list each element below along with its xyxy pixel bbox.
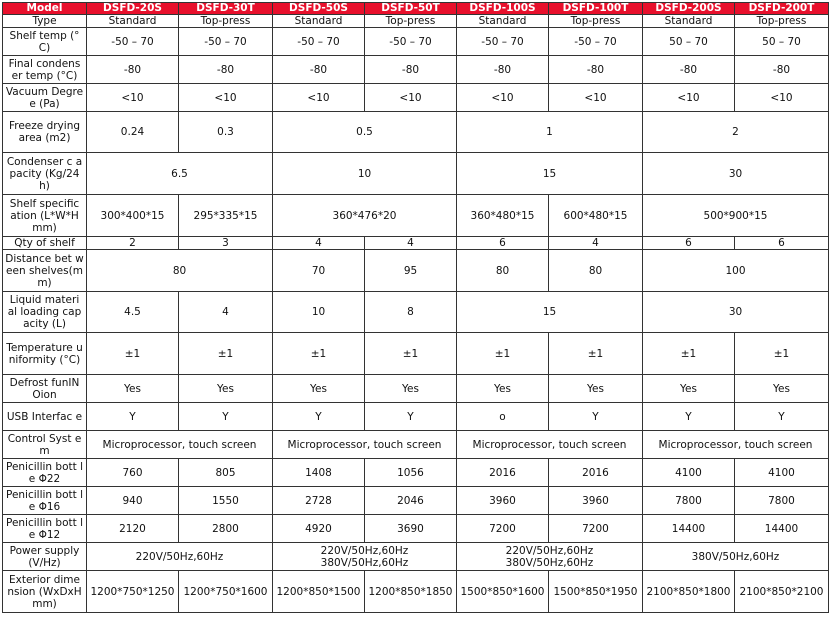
- row-condenser-temp: [3, 56, 829, 84]
- row-label: Penicillin bott le Φ12: [3, 515, 87, 543]
- table-cell: -50 – 70: [179, 28, 273, 56]
- row-control: [3, 431, 829, 459]
- row-label: Qty of shelf: [3, 237, 87, 250]
- table-cell: 1200*850*1500: [273, 571, 365, 613]
- table-cell: 2100*850*1800: [643, 571, 735, 613]
- row-vial22: [3, 459, 829, 487]
- row-label: Final condens er temp (°C): [3, 56, 87, 84]
- header-model: DSFD-100S: [457, 3, 549, 15]
- table-cell: 3960: [457, 487, 549, 515]
- table-cell: 30: [643, 292, 829, 333]
- table-cell: 760: [87, 459, 179, 487]
- table-cell: 0.24: [87, 112, 179, 153]
- table-cell: 2728: [273, 487, 365, 515]
- table-cell: 220V/50Hz,60Hz 380V/50Hz,60Hz: [457, 543, 643, 571]
- table-cell: 3: [179, 237, 273, 250]
- table-cell: -50 – 70: [365, 28, 457, 56]
- row-shelf-spec: [3, 195, 829, 237]
- table-cell: Top-press: [365, 15, 457, 28]
- table-cell: ±1: [735, 333, 829, 375]
- table-cell: 1: [457, 112, 643, 153]
- table-cell: Y: [365, 403, 457, 431]
- table-cell: 10: [273, 153, 457, 195]
- table-cell: Y: [735, 403, 829, 431]
- table-cell: 80: [457, 250, 549, 292]
- table-cell: 1056: [365, 459, 457, 487]
- table-cell: ±1: [643, 333, 735, 375]
- row-dimension: [3, 571, 829, 613]
- table-cell: 220V/50Hz,60Hz: [87, 543, 273, 571]
- table-cell: 500*900*15: [643, 195, 829, 237]
- row-distance: [3, 250, 829, 292]
- table-cell: ±1: [365, 333, 457, 375]
- table-cell: 0.5: [273, 112, 457, 153]
- table-cell: 1200*850*1850: [365, 571, 457, 613]
- table-cell: ±1: [179, 333, 273, 375]
- table-cell: 3690: [365, 515, 457, 543]
- table-cell: -80: [365, 56, 457, 84]
- table-cell: ±1: [457, 333, 549, 375]
- table-cell: Top-press: [549, 15, 643, 28]
- row-label: Penicillin bott le Φ16: [3, 487, 87, 515]
- table-cell: -50 – 70: [273, 28, 365, 56]
- header-model: DSFD-200T: [735, 3, 829, 15]
- table-cell: 7200: [549, 515, 643, 543]
- table-cell: 360*476*20: [273, 195, 457, 237]
- table-cell: Microprocessor, touch screen: [273, 431, 457, 459]
- table-cell: 1500*850*1600: [457, 571, 549, 613]
- table-cell: 295*335*15: [179, 195, 273, 237]
- row-vial16: [3, 487, 829, 515]
- table-cell: 4: [549, 237, 643, 250]
- table-cell: <10: [179, 84, 273, 112]
- table-cell: 15: [457, 292, 643, 333]
- table-cell: Standard: [273, 15, 365, 28]
- table-cell: <10: [87, 84, 179, 112]
- table-cell: 6: [643, 237, 735, 250]
- table-cell: 220V/50Hz,60Hz 380V/50Hz,60Hz: [273, 543, 457, 571]
- table-cell: 70: [273, 250, 365, 292]
- table-cell: Microprocessor, touch screen: [87, 431, 273, 459]
- table-cell: Top-press: [735, 15, 829, 28]
- table-cell: 30: [643, 153, 829, 195]
- row-defrost: [3, 375, 829, 403]
- table-cell: Y: [549, 403, 643, 431]
- row-label: Distance bet ween shelves(mm): [3, 250, 87, 292]
- header-model: DSFD-30T: [179, 3, 273, 15]
- table-cell: -80: [87, 56, 179, 84]
- table-cell: 7200: [457, 515, 549, 543]
- table-cell: Microprocessor, touch screen: [643, 431, 829, 459]
- table-cell: Yes: [549, 375, 643, 403]
- row-label: Defrost funIN Oion: [3, 375, 87, 403]
- table-cell: -80: [735, 56, 829, 84]
- table-cell: -80: [549, 56, 643, 84]
- table-cell: Yes: [87, 375, 179, 403]
- row-shelf-temp: [3, 28, 829, 56]
- table-cell: Yes: [457, 375, 549, 403]
- row-uniformity: [3, 333, 829, 375]
- row-label: Shelf specific ation (L*W*H mm): [3, 195, 87, 237]
- table-cell: 300*400*15: [87, 195, 179, 237]
- table-cell: -50 – 70: [87, 28, 179, 56]
- table-cell: 380V/50Hz,60Hz: [643, 543, 829, 571]
- table-cell: Top-press: [179, 15, 273, 28]
- table-cell: Y: [273, 403, 365, 431]
- row-type: [3, 15, 829, 28]
- row-label: USB Interfac e: [3, 403, 87, 431]
- table-cell: ±1: [273, 333, 365, 375]
- table-cell: <10: [365, 84, 457, 112]
- header-model: DSFD-100T: [549, 3, 643, 15]
- table-cell: 2046: [365, 487, 457, 515]
- table-cell: 14400: [643, 515, 735, 543]
- header-model: DSFD-20S: [87, 3, 179, 15]
- table-cell: 4: [365, 237, 457, 250]
- header-model: DSFD-50S: [273, 3, 365, 15]
- table-cell: 2800: [179, 515, 273, 543]
- table-cell: 7800: [735, 487, 829, 515]
- table-cell: Yes: [643, 375, 735, 403]
- table-cell: Y: [87, 403, 179, 431]
- table-cell: 7800: [643, 487, 735, 515]
- row-label: Power supply (V/Hz): [3, 543, 87, 571]
- table-cell: Microprocessor, touch screen: [457, 431, 643, 459]
- table-cell: Standard: [87, 15, 179, 28]
- table-cell: 1200*750*1600: [179, 571, 273, 613]
- row-label: Vacuum Degree (Pa): [3, 84, 87, 112]
- table-cell: ±1: [87, 333, 179, 375]
- table-cell: Y: [643, 403, 735, 431]
- row-label: Exterior dime nsion (WxDxH mm): [3, 571, 87, 613]
- table-cell: <10: [457, 84, 549, 112]
- table-cell: 95: [365, 250, 457, 292]
- table-cell: 2120: [87, 515, 179, 543]
- table-cell: 4920: [273, 515, 365, 543]
- row-drying-area: [3, 112, 829, 153]
- table-cell: Yes: [273, 375, 365, 403]
- row-condenser-capacity: [3, 153, 829, 195]
- row-label: Shelf temp (°C): [3, 28, 87, 56]
- row-liquid: [3, 292, 829, 333]
- table-cell: <10: [643, 84, 735, 112]
- table-cell: o: [457, 403, 549, 431]
- table-cell: 4: [179, 292, 273, 333]
- table-cell: 8: [365, 292, 457, 333]
- table-cell: -80: [457, 56, 549, 84]
- row-label: Liquid materi al loading capacity (L): [3, 292, 87, 333]
- table-cell: 805: [179, 459, 273, 487]
- table-cell: 360*480*15: [457, 195, 549, 237]
- row-power: [3, 543, 829, 571]
- table-cell: 14400: [735, 515, 829, 543]
- table-cell: Yes: [179, 375, 273, 403]
- table-cell: -50 – 70: [549, 28, 643, 56]
- table-cell: 940: [87, 487, 179, 515]
- table-cell: 2: [643, 112, 829, 153]
- table-cell: <10: [549, 84, 643, 112]
- table-cell: 1500*850*1950: [549, 571, 643, 613]
- table-cell: 4.5: [87, 292, 179, 333]
- row-label: Condenser c apacity (Kg/24h): [3, 153, 87, 195]
- table-cell: 2016: [457, 459, 549, 487]
- table-cell: 2: [87, 237, 179, 250]
- table-cell: 1408: [273, 459, 365, 487]
- spec-table: [2, 2, 829, 613]
- table-cell: 3960: [549, 487, 643, 515]
- row-label: Control Syst em: [3, 431, 87, 459]
- table-cell: 600*480*15: [549, 195, 643, 237]
- table-cell: Yes: [735, 375, 829, 403]
- row-usb: [3, 403, 829, 431]
- table-cell: <10: [735, 84, 829, 112]
- header-row: [3, 3, 829, 15]
- table-cell: 6.5: [87, 153, 273, 195]
- header-model: DSFD-200S: [643, 3, 735, 15]
- table-cell: 15: [457, 153, 643, 195]
- table-cell: 4: [273, 237, 365, 250]
- row-vial12: [3, 515, 829, 543]
- table-cell: 80: [87, 250, 273, 292]
- table-cell: 6: [457, 237, 549, 250]
- table-cell: -80: [643, 56, 735, 84]
- row-label: Temperature uniformity (°C): [3, 333, 87, 375]
- table-cell: Y: [179, 403, 273, 431]
- header-model-label: Model: [3, 3, 87, 15]
- row-vacuum: [3, 84, 829, 112]
- table-cell: 2100*850*2100: [735, 571, 829, 613]
- table-cell: 1550: [179, 487, 273, 515]
- table-cell: 10: [273, 292, 365, 333]
- table-cell: 50 – 70: [643, 28, 735, 56]
- header-model: DSFD-50T: [365, 3, 457, 15]
- table-cell: 50 – 70: [735, 28, 829, 56]
- table-cell: Standard: [643, 15, 735, 28]
- table-cell: -50 – 70: [457, 28, 549, 56]
- table-cell: 4100: [735, 459, 829, 487]
- row-label: Type: [3, 15, 87, 28]
- row-label: Penicillin bott le Φ22: [3, 459, 87, 487]
- table-cell: ±1: [549, 333, 643, 375]
- table-cell: -80: [273, 56, 365, 84]
- table-cell: 4100: [643, 459, 735, 487]
- table-cell: 1200*750*1250: [87, 571, 179, 613]
- table-cell: 100: [643, 250, 829, 292]
- table-cell: Standard: [457, 15, 549, 28]
- table-cell: <10: [273, 84, 365, 112]
- table-cell: 80: [549, 250, 643, 292]
- table-cell: 2016: [549, 459, 643, 487]
- table-cell: Yes: [365, 375, 457, 403]
- table-cell: -80: [179, 56, 273, 84]
- table-cell: 6: [735, 237, 829, 250]
- row-qty-shelf: [3, 237, 829, 250]
- table-cell: 0.3: [179, 112, 273, 153]
- row-label: Freeze drying area (m2): [3, 112, 87, 153]
